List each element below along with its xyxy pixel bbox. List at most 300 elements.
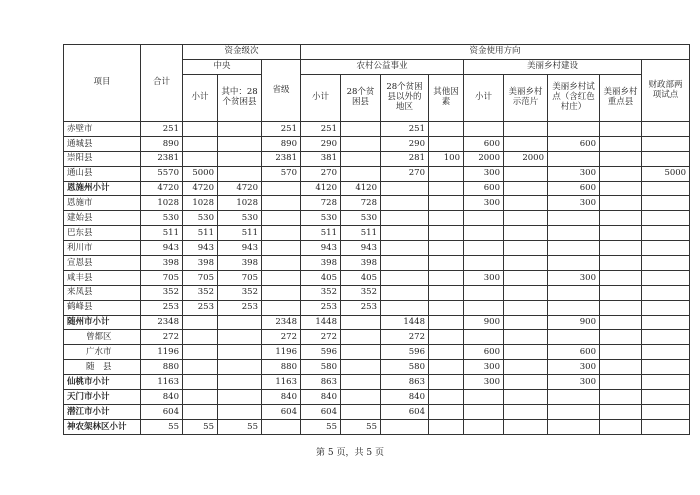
table-cell: 1163 — [262, 375, 301, 390]
table-cell: 1163 — [141, 375, 183, 390]
table-cell — [642, 256, 690, 271]
table-cell — [429, 166, 464, 181]
row-name: 来凤县 — [64, 285, 141, 300]
table-cell: 2000 — [504, 151, 548, 166]
table-cell — [548, 390, 600, 405]
table-cell — [504, 136, 548, 151]
col-finance-ministry: 财政部两项试点 — [642, 60, 690, 122]
table-cell — [429, 360, 464, 375]
table-cell: 398 — [141, 256, 183, 271]
table-cell: 300 — [548, 166, 600, 181]
row-name: 宣恩县 — [64, 256, 141, 271]
col-total: 合计 — [141, 45, 183, 122]
col-bv-key: 美丽乡村重点县 — [600, 75, 642, 122]
table-cell: 943 — [301, 241, 341, 256]
table-cell — [548, 151, 600, 166]
table-cell — [341, 330, 381, 345]
table-row — [64, 241, 690, 256]
table-cell: 596 — [301, 345, 341, 360]
table-cell: 840 — [141, 390, 183, 405]
table-cell — [548, 226, 600, 241]
table-cell — [600, 211, 642, 226]
table-cell: 300 — [464, 360, 504, 375]
table-cell — [504, 270, 548, 285]
table-cell — [262, 419, 301, 434]
table-cell — [504, 375, 548, 390]
table-cell — [548, 122, 600, 137]
table-cell — [218, 345, 262, 360]
table-cell: 5000 — [642, 166, 690, 181]
col-rw-outside: 28个贫困县以外的地区 — [381, 75, 429, 122]
table-cell: 55 — [218, 419, 262, 434]
table-cell — [600, 136, 642, 151]
table-cell: 4720 — [183, 181, 218, 196]
table-cell: 600 — [548, 181, 600, 196]
table-cell — [600, 270, 642, 285]
table-cell: 4120 — [341, 181, 381, 196]
table-cell — [600, 226, 642, 241]
table-cell: 943 — [141, 241, 183, 256]
table-cell: 2348 — [141, 315, 183, 330]
col-rw-28: 28个贫困县 — [341, 75, 381, 122]
table-cell — [429, 136, 464, 151]
table-cell: 530 — [218, 211, 262, 226]
table-cell: 352 — [301, 285, 341, 300]
table-body — [64, 122, 690, 435]
table-cell: 352 — [141, 285, 183, 300]
table-cell: 1196 — [141, 345, 183, 360]
col-other: 其他因素 — [429, 75, 464, 122]
table-cell — [464, 256, 504, 271]
row-name: 曾都区 — [64, 330, 141, 345]
table-cell — [504, 390, 548, 405]
table-cell: 1448 — [301, 315, 341, 330]
table-cell — [381, 226, 429, 241]
table-cell — [548, 330, 600, 345]
table-row — [64, 345, 690, 360]
table-cell: 300 — [548, 375, 600, 390]
table-cell — [262, 211, 301, 226]
table-cell — [600, 181, 642, 196]
table-cell — [642, 151, 690, 166]
table-cell — [600, 330, 642, 345]
table-cell: 253 — [218, 300, 262, 315]
table-cell — [600, 419, 642, 434]
table-cell: 596 — [381, 345, 429, 360]
table-cell: 600 — [464, 345, 504, 360]
table-cell — [464, 419, 504, 434]
table-cell: 405 — [301, 270, 341, 285]
table-cell — [218, 330, 262, 345]
table-cell — [600, 166, 642, 181]
table-cell: 270 — [381, 166, 429, 181]
table-cell — [642, 360, 690, 375]
page-footer: 第 5 页，共 5 页 — [316, 448, 384, 458]
row-name: 通山县 — [64, 166, 141, 181]
table-cell — [548, 419, 600, 434]
table-cell — [381, 181, 429, 196]
table-cell: 728 — [301, 196, 341, 211]
table-cell: 253 — [183, 300, 218, 315]
table-cell — [429, 256, 464, 271]
col-bv-pilot: 美丽乡村试点（含红色村庄） — [548, 75, 600, 122]
table-cell: 570 — [262, 166, 301, 181]
table-cell — [429, 390, 464, 405]
table-cell — [381, 270, 429, 285]
table-cell: 890 — [262, 136, 301, 151]
table-cell — [504, 300, 548, 315]
table-cell: 4720 — [218, 181, 262, 196]
table-cell — [341, 136, 381, 151]
table-cell: 840 — [262, 390, 301, 405]
table-cell — [262, 196, 301, 211]
table-cell: 2348 — [262, 315, 301, 330]
row-name: 恩施市 — [64, 196, 141, 211]
table-cell — [381, 419, 429, 434]
table-cell — [183, 345, 218, 360]
table-cell: 281 — [381, 151, 429, 166]
table-cell — [548, 285, 600, 300]
table-cell: 600 — [464, 181, 504, 196]
table-cell — [341, 390, 381, 405]
table-cell: 530 — [341, 211, 381, 226]
col-fund-level: 资金级次 — [183, 45, 301, 60]
table-row — [64, 181, 690, 196]
table-cell — [642, 270, 690, 285]
table-cell: 943 — [341, 241, 381, 256]
table-cell: 1448 — [381, 315, 429, 330]
table-cell: 272 — [381, 330, 429, 345]
table-cell — [429, 345, 464, 360]
table-cell — [504, 345, 548, 360]
table-cell — [381, 241, 429, 256]
table-cell — [504, 226, 548, 241]
table-cell — [504, 330, 548, 345]
table-cell: 530 — [301, 211, 341, 226]
table-row — [64, 151, 690, 166]
table-cell: 300 — [464, 166, 504, 181]
table-cell: 398 — [341, 256, 381, 271]
col-fund-usage: 资金使用方向 — [301, 45, 690, 60]
table-row — [64, 315, 690, 330]
table-cell — [464, 211, 504, 226]
table-cell — [429, 181, 464, 196]
table-cell — [381, 256, 429, 271]
table-cell — [262, 181, 301, 196]
col-rw-subtotal: 小计 — [301, 75, 341, 122]
table-cell: 270 — [301, 166, 341, 181]
table-cell — [642, 300, 690, 315]
table-cell — [429, 419, 464, 434]
table-cell — [464, 330, 504, 345]
table-cell — [600, 300, 642, 315]
table-cell: 300 — [548, 270, 600, 285]
table-cell — [429, 404, 464, 419]
table-cell: 300 — [464, 196, 504, 211]
table-cell — [381, 211, 429, 226]
table-cell — [504, 211, 548, 226]
table-cell: 251 — [141, 122, 183, 137]
table-cell — [548, 211, 600, 226]
table-cell — [341, 151, 381, 166]
table-cell — [600, 404, 642, 419]
table-cell — [600, 390, 642, 405]
table-cell — [183, 360, 218, 375]
table-cell — [504, 241, 548, 256]
table-cell: 600 — [464, 136, 504, 151]
table-cell — [218, 360, 262, 375]
row-name: 仙桃市小计 — [64, 375, 141, 390]
table-cell: 253 — [141, 300, 183, 315]
col-bv-subtotal: 小计 — [464, 75, 504, 122]
table-row — [64, 136, 690, 151]
table-cell — [218, 166, 262, 181]
table-cell: 5000 — [183, 166, 218, 181]
row-name: 咸丰县 — [64, 270, 141, 285]
table-cell: 840 — [381, 390, 429, 405]
table-cell — [381, 285, 429, 300]
table-cell — [341, 315, 381, 330]
table-cell — [429, 315, 464, 330]
table-row — [64, 196, 690, 211]
table-cell: 580 — [381, 360, 429, 375]
table-cell: 600 — [548, 345, 600, 360]
table-cell: 705 — [183, 270, 218, 285]
funds-table — [63, 44, 690, 435]
table-cell — [464, 285, 504, 300]
col-bv-demo: 美丽乡村示范片 — [504, 75, 548, 122]
col-rural-welfare: 农村公益事业 — [301, 60, 464, 75]
table-row — [64, 419, 690, 434]
row-name: 建始县 — [64, 211, 141, 226]
table-cell: 600 — [548, 136, 600, 151]
table-cell: 290 — [381, 136, 429, 151]
table-cell — [504, 285, 548, 300]
table-cell — [429, 241, 464, 256]
table-row — [64, 211, 690, 226]
table-cell — [262, 300, 301, 315]
table-cell — [600, 122, 642, 137]
table-cell: 511 — [183, 226, 218, 241]
table-cell: 511 — [141, 226, 183, 241]
table-cell — [218, 390, 262, 405]
table-cell — [183, 315, 218, 330]
table-cell — [218, 122, 262, 137]
table-cell — [464, 241, 504, 256]
table-cell — [504, 315, 548, 330]
row-name: 巴东县 — [64, 226, 141, 241]
table-cell: 1196 — [262, 345, 301, 360]
table-cell — [464, 300, 504, 315]
table-cell — [429, 226, 464, 241]
table-cell — [600, 360, 642, 375]
table-cell — [262, 226, 301, 241]
table-cell: 55 — [341, 419, 381, 434]
table-cell — [381, 300, 429, 315]
table-cell: 55 — [183, 419, 218, 434]
table-cell: 272 — [301, 330, 341, 345]
table-cell: 728 — [341, 196, 381, 211]
table-cell — [183, 404, 218, 419]
table-cell: 1028 — [183, 196, 218, 211]
table-cell — [548, 241, 600, 256]
table-cell — [429, 285, 464, 300]
table-cell: 290 — [301, 136, 341, 151]
table-cell — [642, 211, 690, 226]
table-cell: 253 — [341, 300, 381, 315]
table-cell: 511 — [341, 226, 381, 241]
table-row — [64, 226, 690, 241]
table-row — [64, 270, 690, 285]
table-cell — [642, 390, 690, 405]
table-cell — [341, 360, 381, 375]
table-cell — [341, 166, 381, 181]
table-cell: 511 — [301, 226, 341, 241]
table-cell — [262, 270, 301, 285]
table-cell: 352 — [218, 285, 262, 300]
table-cell: 705 — [218, 270, 262, 285]
table-cell — [504, 404, 548, 419]
table-cell: 352 — [183, 285, 218, 300]
row-name: 潜江市小计 — [64, 404, 141, 419]
table-cell: 300 — [548, 360, 600, 375]
table-cell — [464, 404, 504, 419]
table-cell — [429, 270, 464, 285]
table-cell: 398 — [183, 256, 218, 271]
table-cell — [642, 345, 690, 360]
table-cell: 943 — [183, 241, 218, 256]
table-cell: 943 — [218, 241, 262, 256]
col-item: 项目 — [64, 45, 141, 122]
table-cell: 705 — [141, 270, 183, 285]
table-row — [64, 300, 690, 315]
table-cell: 2381 — [141, 151, 183, 166]
table-cell: 398 — [301, 256, 341, 271]
table-cell: 55 — [301, 419, 341, 434]
table-cell — [504, 360, 548, 375]
table-cell — [429, 211, 464, 226]
table-cell — [504, 196, 548, 211]
table-cell — [183, 390, 218, 405]
table-cell — [600, 196, 642, 211]
col-central: 中央 — [183, 60, 262, 75]
table-cell: 381 — [301, 151, 341, 166]
table-cell: 900 — [548, 315, 600, 330]
table-cell — [429, 196, 464, 211]
table-cell — [183, 330, 218, 345]
col-central-subtotal: 小计 — [183, 75, 218, 122]
table-cell — [183, 136, 218, 151]
table-row — [64, 390, 690, 405]
table-cell: 880 — [141, 360, 183, 375]
table-cell — [262, 241, 301, 256]
table-cell: 300 — [548, 196, 600, 211]
table-cell — [429, 122, 464, 137]
table-cell — [642, 285, 690, 300]
table-cell — [183, 375, 218, 390]
table-row — [64, 360, 690, 375]
table-cell: 604 — [381, 404, 429, 419]
table-cell — [262, 285, 301, 300]
table-cell: 5570 — [141, 166, 183, 181]
table-cell — [642, 315, 690, 330]
table-cell: 4720 — [141, 181, 183, 196]
table-cell — [642, 330, 690, 345]
table-cell: 840 — [301, 390, 341, 405]
table-cell — [341, 375, 381, 390]
table-cell: 55 — [141, 419, 183, 434]
row-name: 神农架林区小计 — [64, 419, 141, 434]
table-cell — [218, 136, 262, 151]
table-cell: 2000 — [464, 151, 504, 166]
table-row — [64, 330, 690, 345]
table-cell — [504, 122, 548, 137]
table-cell — [600, 151, 642, 166]
table-cell: 604 — [141, 404, 183, 419]
table-cell: 580 — [301, 360, 341, 375]
row-name: 鹤峰县 — [64, 300, 141, 315]
table-cell — [341, 404, 381, 419]
table-cell — [642, 404, 690, 419]
table-row — [64, 256, 690, 271]
table-cell: 272 — [141, 330, 183, 345]
table-cell — [548, 404, 600, 419]
table-cell — [218, 404, 262, 419]
row-name: 崇阳县 — [64, 151, 141, 166]
table-cell: 1028 — [141, 196, 183, 211]
table-cell: 900 — [464, 315, 504, 330]
col-central-28: 其中：28个贫困县 — [218, 75, 262, 122]
row-name: 赤壁市 — [64, 122, 141, 137]
row-name: 恩施州小计 — [64, 181, 141, 196]
col-provincial: 省级 — [262, 60, 301, 122]
table-cell — [464, 122, 504, 137]
table-cell — [642, 136, 690, 151]
table-cell — [600, 375, 642, 390]
table-cell — [341, 122, 381, 137]
table-cell: 604 — [301, 404, 341, 419]
header-row-1 — [64, 45, 690, 60]
table-cell: 530 — [141, 211, 183, 226]
table-cell — [642, 196, 690, 211]
table-cell — [504, 166, 548, 181]
table-cell — [548, 256, 600, 271]
table-cell: 1028 — [218, 196, 262, 211]
table-cell — [600, 256, 642, 271]
table-row — [64, 285, 690, 300]
table-cell — [429, 375, 464, 390]
table-cell — [600, 345, 642, 360]
table-cell — [642, 122, 690, 137]
table-row — [64, 404, 690, 419]
table-cell — [600, 285, 642, 300]
row-name: 利川市 — [64, 241, 141, 256]
row-name: 随州市小计 — [64, 315, 141, 330]
col-beautiful-village: 美丽乡村建设 — [464, 60, 642, 75]
table-cell — [429, 330, 464, 345]
table-cell: 251 — [262, 122, 301, 137]
table-row — [64, 122, 690, 137]
table-cell: 4120 — [301, 181, 341, 196]
table-cell: 251 — [381, 122, 429, 137]
table-cell: 880 — [262, 360, 301, 375]
table-cell — [183, 122, 218, 137]
table-cell: 890 — [141, 136, 183, 151]
table-cell — [642, 241, 690, 256]
table-row — [64, 166, 690, 181]
table-cell — [642, 226, 690, 241]
table-cell: 253 — [301, 300, 341, 315]
